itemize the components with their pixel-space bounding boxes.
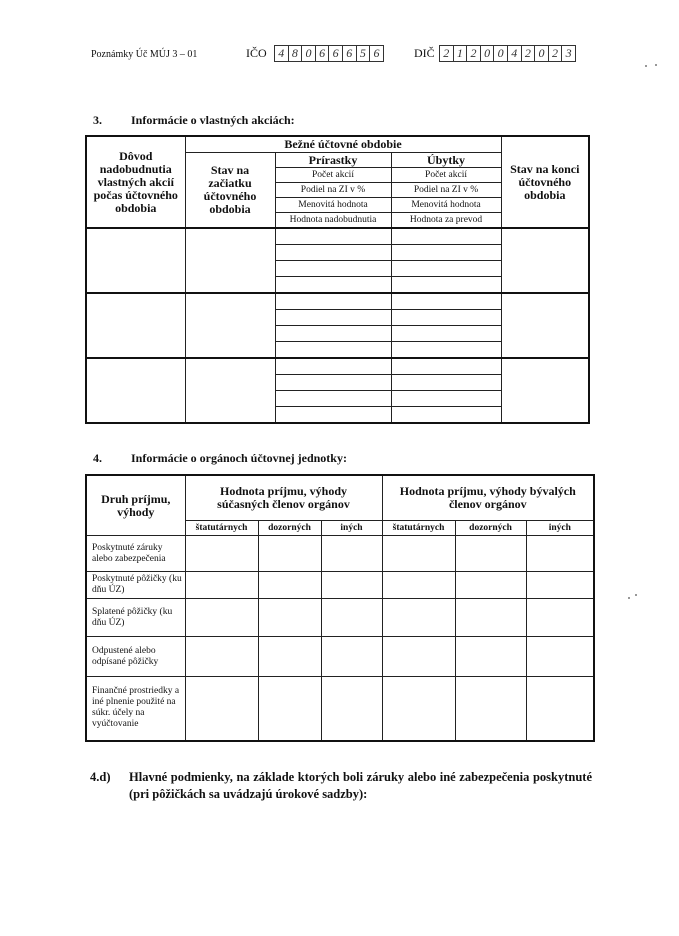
ico-label: IČO [246, 46, 267, 60]
dec-share-percent: Podiel na ZI v % [391, 183, 501, 198]
subcol-other: iných [321, 521, 382, 536]
start-cell[interactable] [185, 358, 275, 423]
dic-digit: 0 [535, 45, 549, 62]
inc-cell[interactable] [275, 391, 391, 407]
section3-number: 3. [93, 113, 102, 127]
inc-acquisition-value: Hodnota nadobudnutia [275, 213, 391, 229]
col-former-members-header: Hodnota príjmu, výhody bývalých členov orgánov [382, 475, 594, 521]
ico-digit: 6 [316, 45, 330, 62]
subcol-statutory: štatutárnych [382, 521, 455, 536]
col-start-header: Stav na začiatku účtovného obdobia [185, 153, 275, 229]
col-current-members-header: Hodnota príjmu, výhody súčasných členov orgánov [185, 475, 382, 521]
row-loans-repaid: Splatené pôžičky (ku dňu ÚZ) [86, 599, 185, 637]
col-reason-header: Dôvod nadobudnutia vlastných akcií počas účtovného obdobia [86, 136, 185, 228]
row-guarantees: Poskytnuté záruky alebo zabezpečenia [86, 536, 185, 572]
dic-digit: 0 [481, 45, 495, 62]
value-cell[interactable] [382, 536, 455, 572]
value-cell[interactable] [258, 572, 321, 599]
inc-cell[interactable] [275, 277, 391, 294]
dec-cell[interactable] [391, 228, 501, 245]
value-cell[interactable] [382, 599, 455, 637]
section4-title: Informácie o orgánoch účtovnej jednotky: [131, 451, 347, 465]
ico-digit: 4 [275, 45, 289, 62]
dic-digit-boxes [439, 45, 576, 62]
row-loans-provided: Poskytnuté pôžičky (ku dňu ÚZ) [86, 572, 185, 599]
dec-transfer-value: Hodnota za prevod [391, 213, 501, 229]
value-cell[interactable] [382, 572, 455, 599]
value-cell[interactable] [455, 599, 526, 637]
reason-cell[interactable] [86, 293, 185, 358]
dic-digit: 4 [508, 45, 522, 62]
dec-shares-count: Počet akcií [391, 168, 501, 183]
value-cell[interactable] [185, 637, 258, 677]
col-type-header: Druh príjmu, výhody [86, 475, 185, 536]
value-cell[interactable] [185, 599, 258, 637]
value-cell[interactable] [526, 677, 594, 741]
inc-cell[interactable] [275, 342, 391, 359]
value-cell[interactable] [455, 572, 526, 599]
value-cell[interactable] [321, 677, 382, 741]
dec-nominal-value: Menovitá hodnota [391, 198, 501, 213]
end-cell[interactable] [501, 293, 589, 358]
value-cell[interactable] [382, 637, 455, 677]
reason-cell[interactable] [86, 358, 185, 423]
dec-cell[interactable] [391, 277, 501, 294]
inc-cell[interactable] [275, 407, 391, 424]
ico-digit: 8 [289, 45, 303, 62]
inc-nominal-value: Menovitá hodnota [275, 198, 391, 213]
inc-cell[interactable] [275, 375, 391, 391]
dec-cell[interactable] [391, 391, 501, 407]
end-cell[interactable] [501, 358, 589, 423]
section4d-text: Hlavné podmienky, na základe ktorých boli záruky alebo iné zabezpečenia poskytnuté (pri pôžičkách sa uvádzajú úrokové sadzby): [129, 770, 592, 801]
ico-digit: 0 [302, 45, 316, 62]
dic-digit: 0 [494, 45, 508, 62]
form-label: Poznámky Úč MÚJ 3 – 01 [91, 49, 198, 60]
dec-cell[interactable] [391, 358, 501, 375]
dic-digit: 1 [454, 45, 468, 62]
value-cell[interactable] [258, 599, 321, 637]
subcol-supervisory: dozorných [258, 521, 321, 536]
value-cell[interactable] [185, 536, 258, 572]
dic-digit: 3 [562, 45, 576, 62]
inc-cell[interactable] [275, 310, 391, 326]
col-end-header: Stav na konci účtovného obdobia [501, 136, 589, 228]
ico-digit: 5 [357, 45, 371, 62]
dec-cell[interactable] [391, 407, 501, 424]
value-cell[interactable] [526, 536, 594, 572]
dic-digit: 2 [440, 45, 454, 62]
subcol-statutory: štatutárnych [185, 521, 258, 536]
ico-digit: 6 [329, 45, 343, 62]
dec-cell[interactable] [391, 342, 501, 359]
value-cell[interactable] [258, 677, 321, 741]
value-cell[interactable] [455, 677, 526, 741]
value-cell[interactable] [321, 637, 382, 677]
dec-cell[interactable] [391, 293, 501, 310]
dec-cell[interactable] [391, 310, 501, 326]
row-loans-written-off: Odpustené alebo odpísané pôžičky [86, 637, 185, 677]
inc-shares-count: Počet akcií [275, 168, 391, 183]
dec-cell[interactable] [391, 375, 501, 391]
value-cell[interactable] [455, 536, 526, 572]
dic-digit: 2 [467, 45, 481, 62]
reason-cell[interactable] [86, 228, 185, 293]
inc-cell[interactable] [275, 358, 391, 375]
current-period-header: Bežné účtovné obdobie [185, 136, 501, 153]
value-cell[interactable] [455, 637, 526, 677]
inc-cell[interactable] [275, 326, 391, 342]
inc-cell[interactable] [275, 228, 391, 245]
value-cell[interactable] [321, 536, 382, 572]
end-cell[interactable] [501, 228, 589, 293]
subcol-supervisory: dozorných [455, 521, 526, 536]
scan-speck [645, 65, 647, 67]
ico-digit: 6 [343, 45, 357, 62]
section4d-number: 4.d) [90, 770, 111, 784]
inc-cell[interactable] [275, 261, 391, 277]
subcol-other: iných [526, 521, 594, 536]
value-cell[interactable] [382, 677, 455, 741]
value-cell[interactable] [526, 572, 594, 599]
ico-digit: 6 [370, 45, 384, 62]
dic-digit: 2 [522, 45, 536, 62]
dic-label: DIČ [414, 46, 435, 60]
start-cell[interactable] [185, 228, 275, 293]
increments-header: Prírastky [275, 153, 391, 168]
inc-cell[interactable] [275, 245, 391, 261]
value-cell[interactable] [526, 599, 594, 637]
inc-cell[interactable] [275, 293, 391, 310]
scan-speck [655, 64, 657, 66]
value-cell[interactable] [185, 677, 258, 741]
value-cell[interactable] [258, 637, 321, 677]
dic-digit: 2 [549, 45, 563, 62]
inc-share-percent: Podiel na ZI v % [275, 183, 391, 198]
decrements-header: Úbytky [391, 153, 501, 168]
dec-cell[interactable] [391, 245, 501, 261]
value-cell[interactable] [185, 572, 258, 599]
value-cell[interactable] [526, 637, 594, 677]
value-cell[interactable] [321, 572, 382, 599]
value-cell[interactable] [321, 599, 382, 637]
scan-speck [628, 597, 630, 599]
dec-cell[interactable] [391, 261, 501, 277]
dec-cell[interactable] [391, 326, 501, 342]
bodies-table [85, 474, 595, 742]
ico-digit-boxes [274, 45, 384, 62]
own-shares-table [85, 135, 590, 424]
value-cell[interactable] [258, 536, 321, 572]
start-cell[interactable] [185, 293, 275, 358]
row-funds-private-use: Finančné prostriedky a iné plnenie použité na súkr. účely na vyúčtovanie [86, 677, 185, 741]
scan-speck [635, 594, 637, 596]
section4-number: 4. [93, 451, 102, 465]
section3-title: Informácie o vlastných akciách: [131, 113, 295, 127]
